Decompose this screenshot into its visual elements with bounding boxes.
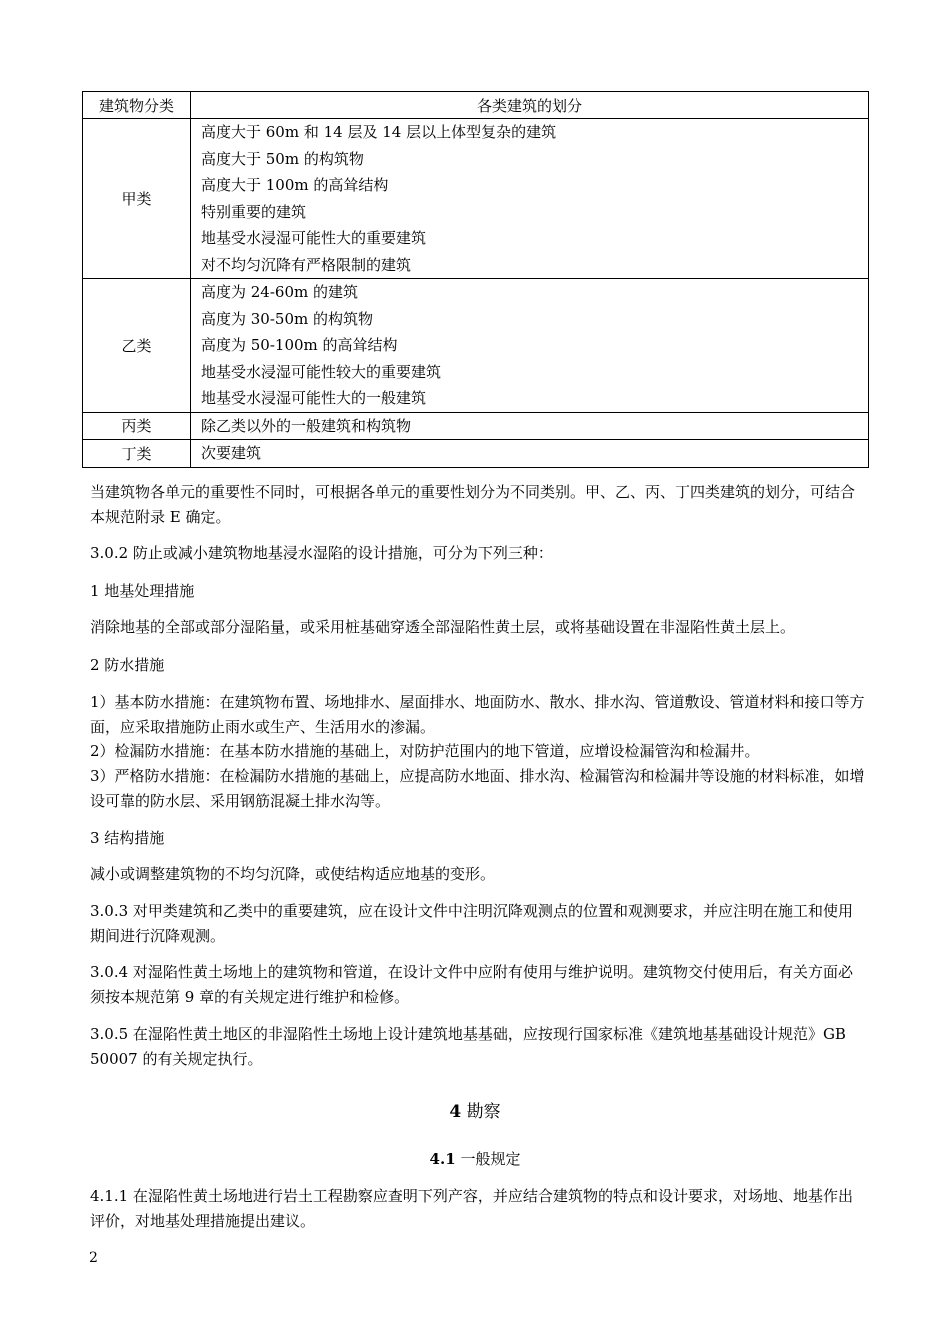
item-foundation-treatment: 1 地基处理措施	[90, 582, 195, 600]
division-item: 特别重要的建筑	[201, 202, 307, 221]
clause-4-1-1: 4.1.1 在湿陷性黄土场地进行岩土工程勘察应查明下列产容，并应结合建筑物的特点和设计要求，对场地、地基作出评价，对地基处理措施提出建议。	[90, 1187, 853, 1230]
item-structural-measures: 3 结构措施	[90, 829, 165, 847]
division-item: 地基受水浸湿可能性大的一般建筑	[201, 389, 427, 407]
table-header-category: 建筑物分类	[83, 92, 191, 119]
paragraph-basic-waterproofing: 1）基本防水措施：在建筑物布置、场地排水、屋面排水、地面防水、散水、排水沟、管道敷设、管道材料和接口等方面，应采取措施防止雨水或生产、生活用水的渗漏。	[90, 693, 865, 736]
division-item: 高度为 24-60m 的建筑	[201, 283, 359, 301]
paragraph-leak-detection: 2）检漏防水措施：在基本防水措施的基础上，对防护范围内的地下管道，应增设检漏管沟和检漏井。	[90, 742, 760, 760]
paragraph-foundation-treatment: 消除地基的全部或部分湿陷量，或采用桩基础穿透全部湿陷性黄土层，或将基础设置在非湿陷性黄土层上。	[90, 618, 796, 636]
division-item: 高度为 50-100m 的高耸结构	[201, 336, 398, 354]
clause-3-0-5: 3.0.5 在湿陷性黄土地区的非湿陷性土场地上设计建筑地基基础，应按现行国家标准《建筑地基基础设计规范》GB 50007 的有关规定执行。	[90, 1025, 846, 1068]
clause-3-0-2: 3.0.2 防止或减小建筑物地基浸水湿陷的设计措施，可分为下列三种：	[90, 544, 553, 562]
chapter-heading	[0, 1097, 950, 1122]
division-item: 高度为 30-50m 的构筑物	[201, 309, 374, 328]
table-row	[83, 412, 869, 440]
category-cell: 甲类	[83, 119, 191, 279]
division-item: 高度大于 100m 的高耸结构	[201, 176, 389, 194]
division-item: 高度大于 60m 和 14 层及 14 层以上体型复杂的建筑	[201, 123, 557, 141]
division-item: 次要建筑	[201, 444, 262, 462]
clause-3-0-3: 3.0.3 对甲类建筑和乙类中的重要建筑，应在设计文件中注明沉降观测点的位置和观测要求，并应注明在施工和使用期间进行沉降观测。	[90, 902, 853, 945]
table-row	[83, 440, 869, 468]
section-title: 一般规定	[460, 1150, 521, 1168]
section-heading	[0, 1148, 950, 1169]
table-row	[83, 119, 869, 279]
category-cell: 丙类	[83, 412, 191, 440]
clause-3-0-4: 3.0.4 对湿陷性黄土场地上的建筑物和管道，在设计文件中应附有使用与维护说明。建筑物交付使用后，有关方面必须按本规范第 9 章的有关规定进行维护和检修。	[90, 963, 853, 1006]
chapter-number: 4	[449, 1102, 462, 1122]
division-item: 除乙类以外的一般建筑和构筑物	[201, 416, 412, 435]
division-cell	[191, 412, 869, 440]
division-item: 对不均匀沉降有严格限制的建筑	[201, 255, 412, 274]
paragraph-structural-measures: 减小或调整建筑物的不均匀沉降，或使结构适应地基的变形。	[90, 865, 496, 883]
category-cell: 乙类	[83, 279, 191, 413]
section-number: 4.1	[429, 1150, 456, 1168]
table-header-division: 各类建筑的划分	[191, 92, 869, 119]
building-classification-table	[82, 91, 869, 468]
division-cell	[191, 119, 869, 279]
page-number: 2	[89, 1250, 98, 1266]
item-waterproofing: 2 防水措施	[90, 656, 165, 674]
paragraph-classification-note: 当建筑物各单元的重要性不同时，可根据各单元的重要性划分为不同类别。甲、乙、丙、丁四类建筑的划分，可结合本规范附录 E 确定。	[90, 483, 856, 526]
division-cell	[191, 440, 869, 468]
category-cell: 丁类	[83, 440, 191, 468]
table-header-row	[83, 92, 869, 119]
division-item: 高度大于 50m 的构筑物	[201, 149, 364, 168]
chapter-title: 勘察	[466, 1102, 501, 1122]
division-cell	[191, 279, 869, 413]
paragraph-strict-waterproofing: 3）严格防水措施：在检漏防水措施的基础上，应提高防水地面、排水沟、检漏管沟和检漏井等设施的材料标准，如增设可靠的防水层、采用钢筋混凝土排水沟等。	[90, 767, 865, 810]
division-item: 地基受水浸湿可能性大的重要建筑	[201, 229, 427, 247]
division-item: 地基受水浸湿可能性较大的重要建筑	[201, 362, 442, 381]
table-row	[83, 279, 869, 413]
